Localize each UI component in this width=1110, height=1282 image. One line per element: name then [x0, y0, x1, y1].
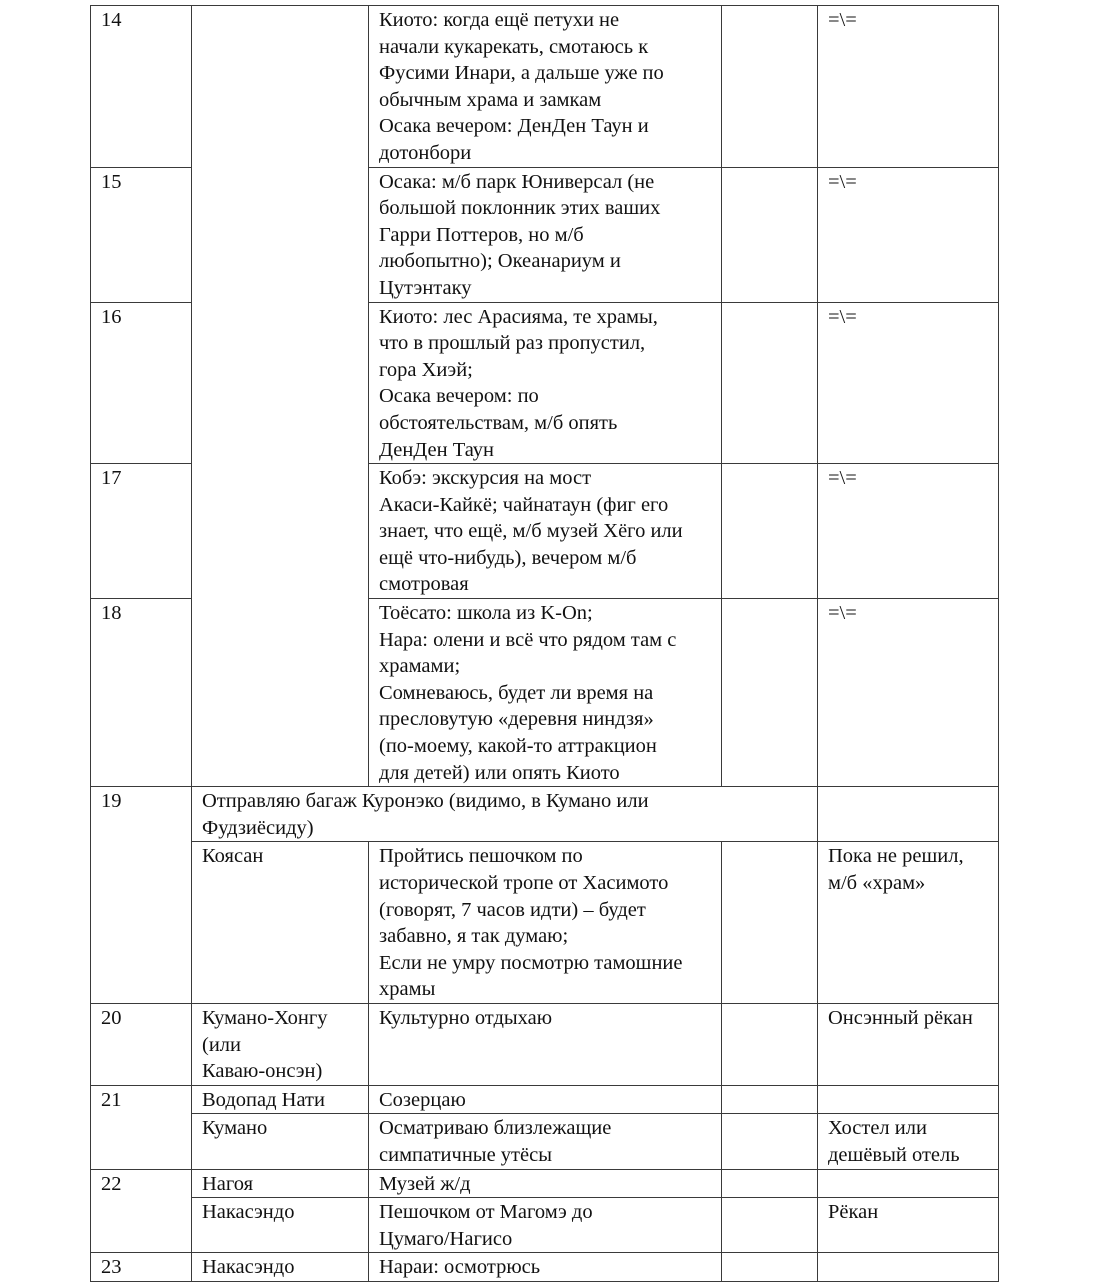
lodging-cell: Пока не решил, м/б «храм»: [818, 842, 999, 1004]
lodging-cell: Рёкан: [818, 1198, 999, 1253]
plan-cell: Пешочком от Магомэ до Цумаго/Нагисо: [369, 1198, 722, 1253]
extra-cell: [722, 1198, 818, 1253]
lodging-cell: [818, 1169, 999, 1198]
plan-cell: Созерцаю: [369, 1085, 722, 1114]
table-row: [91, 1003, 999, 1085]
table-row: [91, 1114, 999, 1169]
plan-cell: Кобэ: экскурсия на мост Акаси-Кайкё; чайнатаун (фиг его знает, что ещё, м/б музей Хёго или ещё что-нибудь), вечером м/б смотровая: [369, 464, 722, 599]
plan-cell: Пройтись пешочком по исторической тропе от Хасимото (говорят, 7 часов идти) – будет забавно, я так думаю; Если не умру посмотрю тамошние храмы: [369, 842, 722, 1004]
plan-cell: Киото: лес Арасияма, те храмы, что в прошлый раз пропустил, гора Хиэй; Осака вечером: по обстоятельствам, м/б опять ДенДен Таун: [369, 302, 722, 464]
place-cell: Накасэндо: [192, 1198, 369, 1253]
extra-cell: [722, 302, 818, 464]
day-cell: 21: [91, 1085, 192, 1169]
place-cell: Водопад Нати: [192, 1085, 369, 1114]
plan-cell: Киото: когда ещё петухи не начали кукарекать, смотаюсь к Фусими Инари, а дальше уже по обычным храма и замкам Осака вечером: ДенДен Таун и дотонбори: [369, 6, 722, 168]
place-cell: Коясан: [192, 842, 369, 1004]
table-row: [91, 6, 999, 168]
day-cell: 19: [91, 787, 192, 1004]
lodging-cell: Онсэнный рёкан: [818, 1003, 999, 1085]
extra-cell: [722, 842, 818, 1004]
extra-cell: [722, 1003, 818, 1085]
extra-cell: [722, 464, 818, 599]
table-row: [91, 1253, 999, 1282]
lodging-cell: =\=: [818, 464, 999, 599]
lodging-cell: [818, 787, 999, 842]
extra-cell: [722, 1085, 818, 1114]
lodging-cell: [818, 1253, 999, 1282]
table-row: [91, 787, 999, 842]
lodging-cell: =\=: [818, 6, 999, 168]
lodging-cell: Хостел или дешёвый отель: [818, 1114, 999, 1169]
day-cell: 14: [91, 6, 192, 168]
day-cell: 17: [91, 464, 192, 599]
table-row: [91, 1198, 999, 1253]
place-cell: Накасэндо: [192, 1253, 369, 1282]
lodging-cell: [818, 1085, 999, 1114]
day-cell: 23: [91, 1253, 192, 1282]
extra-cell: [722, 167, 818, 302]
lodging-cell: =\=: [818, 599, 999, 787]
day-cell: 18: [91, 599, 192, 787]
extra-cell: [722, 599, 818, 787]
plan-cell: Нараи: осмотрюсь: [369, 1253, 722, 1282]
place-cell: Кумано-Хонгу (или Каваю-онсэн): [192, 1003, 369, 1085]
table-row: [91, 842, 999, 1004]
extra-cell: [722, 6, 818, 168]
day-cell: 22: [91, 1169, 192, 1253]
plan-cell: Тоёсато: школа из K-On; Нара: олени и всё что рядом там с храмами; Сомневаюсь, будет ли время на пресловутую «деревня ниндзя» (по-моему, какой-то аттракцион для детей) или опять Киото: [369, 599, 722, 787]
place-cell: Кумано: [192, 1114, 369, 1169]
day-cell: 20: [91, 1003, 192, 1085]
table-row: [91, 1085, 999, 1114]
lodging-cell: =\=: [818, 302, 999, 464]
note-cell: Отправляю багаж Куронэко (видимо, в Кумано или Фудзиёсиду): [192, 787, 818, 842]
plan-cell: Музей ж/д: [369, 1169, 722, 1198]
lodging-cell: =\=: [818, 167, 999, 302]
place-cell: [192, 6, 369, 787]
plan-cell: Культурно отдыхаю: [369, 1003, 722, 1085]
extra-cell: [722, 1169, 818, 1198]
day-cell: 15: [91, 167, 192, 302]
itinerary-table: [90, 5, 999, 1282]
extra-cell: [722, 1114, 818, 1169]
table-row: [91, 1169, 999, 1198]
place-cell: Нагоя: [192, 1169, 369, 1198]
extra-cell: [722, 1253, 818, 1282]
day-cell: 16: [91, 302, 192, 464]
plan-cell: Осака: м/б парк Юниверсал (не большой поклонник этих ваших Гарри Поттеров, но м/б любопытно); Океанариум и Цутэнтаку: [369, 167, 722, 302]
plan-cell: Осматриваю близлежащие симпатичные утёсы: [369, 1114, 722, 1169]
